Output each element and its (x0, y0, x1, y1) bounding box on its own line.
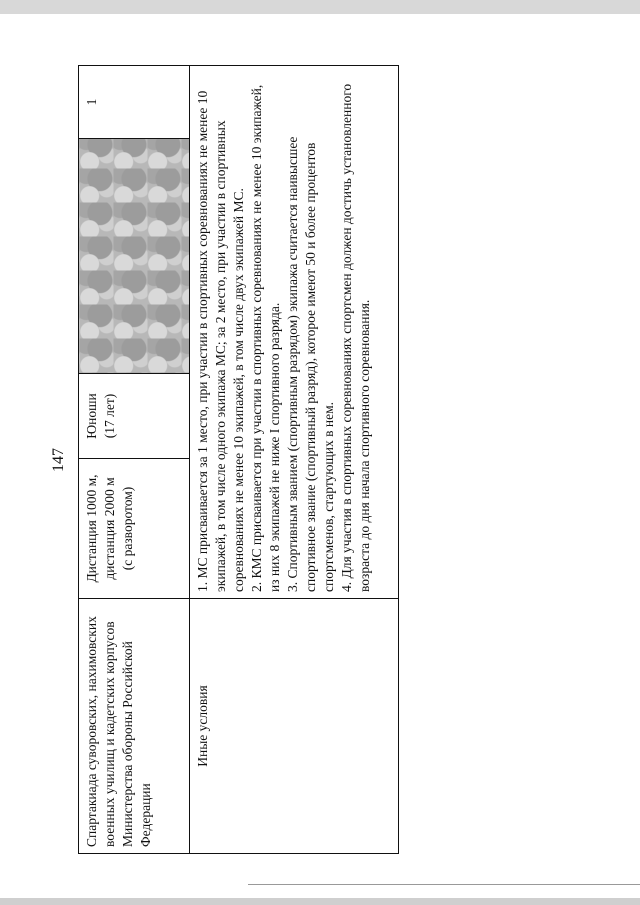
table-row (79, 66, 190, 854)
condition-item: 3. Спортивным званием (спортивным разрядом) экипажа считается наивысшее спортивное звание (спортивный разряд), которое имеют 50 и более процентов спортсменов, стартующих в нем. (285, 136, 336, 592)
norms-table (78, 65, 399, 854)
scan-top-edge (0, 0, 640, 14)
table-row (190, 66, 399, 854)
other-conditions-title: Иные условия (190, 599, 399, 854)
age-limit: (17 лет) (102, 393, 117, 439)
other-conditions-text (190, 66, 399, 599)
shaded-cell (79, 139, 190, 374)
page-number: 147 (50, 448, 67, 472)
competition-cell: Спартакиада суворовских, нахимовских военных училищ и кадетских корпусов Министерства обороны Российской Федерации (79, 599, 190, 854)
count-cell: 1 (79, 66, 190, 139)
condition-item: 1. МС присваивается за 1 место, при участии в спортивных соревнованиях не менее 10 экипажей, в том числе одного экипажа МС; за 2 место, при участии в спортивных соревнованиях не менее 10 экипажей, в том числе двух экипажей МС. (195, 90, 246, 592)
distance-line-2: дистанция 2000 м (102, 477, 117, 580)
rotated-page (50, 66, 398, 854)
scan-bottom-edge (0, 898, 640, 905)
distance-line-1: Дистанция 1000 м, (84, 474, 99, 583)
age-group: Юноши (84, 393, 99, 439)
condition-item: 2. КМС присваивается при участии в спортивных соревнованиях не менее 10 экипажей, из них 8 экипажей не ниже I спортивного разряда. (249, 84, 282, 592)
distance-line-3: (с разворотом) (120, 486, 135, 571)
distance-cell (79, 459, 190, 599)
scan-bottom-line (248, 884, 640, 885)
condition-item: 4. Для участия в спортивных соревнованиях спортсмен должен достичь установленного возраста до дня начала спортивного соревнования. (339, 83, 372, 592)
age-cell (79, 374, 190, 459)
